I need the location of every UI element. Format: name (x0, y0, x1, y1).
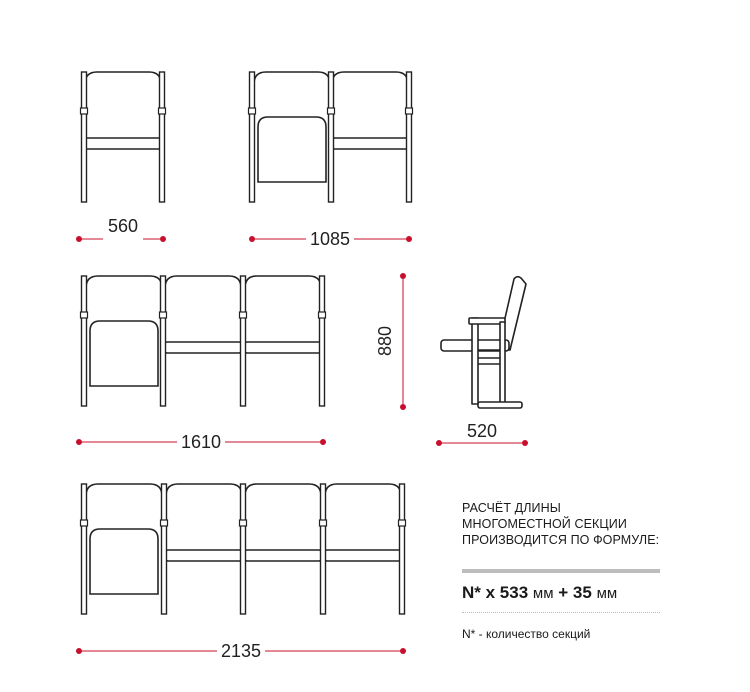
formula-dotted-divider (462, 612, 660, 613)
dimension-560 (76, 216, 166, 244)
formula-unit-1: мм (532, 585, 554, 602)
chair-1-seat (81, 72, 166, 202)
formula-plus-part: + 35 (558, 583, 592, 602)
chair-4-seats (81, 484, 406, 614)
chair-2-seats (249, 72, 413, 202)
dimension-2135 (76, 641, 406, 661)
dimension-1085 (249, 229, 412, 249)
chair-3-seats (81, 276, 326, 406)
formula-n-part: N* x 533 (462, 583, 529, 602)
formula-title-line-3: ПРОИЗВОДИТСЯ ПО ФОРМУЛЕ: (462, 533, 660, 547)
formula-unit-2: мм (596, 585, 618, 602)
dimension-label-2135: 2135 (220, 641, 262, 661)
formula-title (462, 500, 662, 548)
dimension-label-1610: 1610 (180, 432, 222, 452)
formula-title-line-1: РАСЧЁТ ДЛИНЫ (462, 501, 561, 515)
dimension-880 (375, 273, 406, 410)
chair-side-view (441, 277, 526, 408)
formula-title-line-2: МНОГОМЕСТНОЙ СЕКЦИИ (462, 517, 627, 531)
formula-divider (462, 569, 660, 573)
formula-footnote: N* - количество секций (462, 627, 591, 641)
formula-expression (462, 583, 617, 603)
dimension-1610 (76, 432, 326, 452)
dimension-label-880: 880 (375, 325, 395, 357)
length-formula-block (462, 500, 662, 641)
dimension-label-560: 560 (107, 216, 139, 236)
dimension-520 (436, 421, 528, 446)
dimension-label-520: 520 (466, 421, 498, 441)
dimension-label-1085: 1085 (309, 229, 351, 249)
